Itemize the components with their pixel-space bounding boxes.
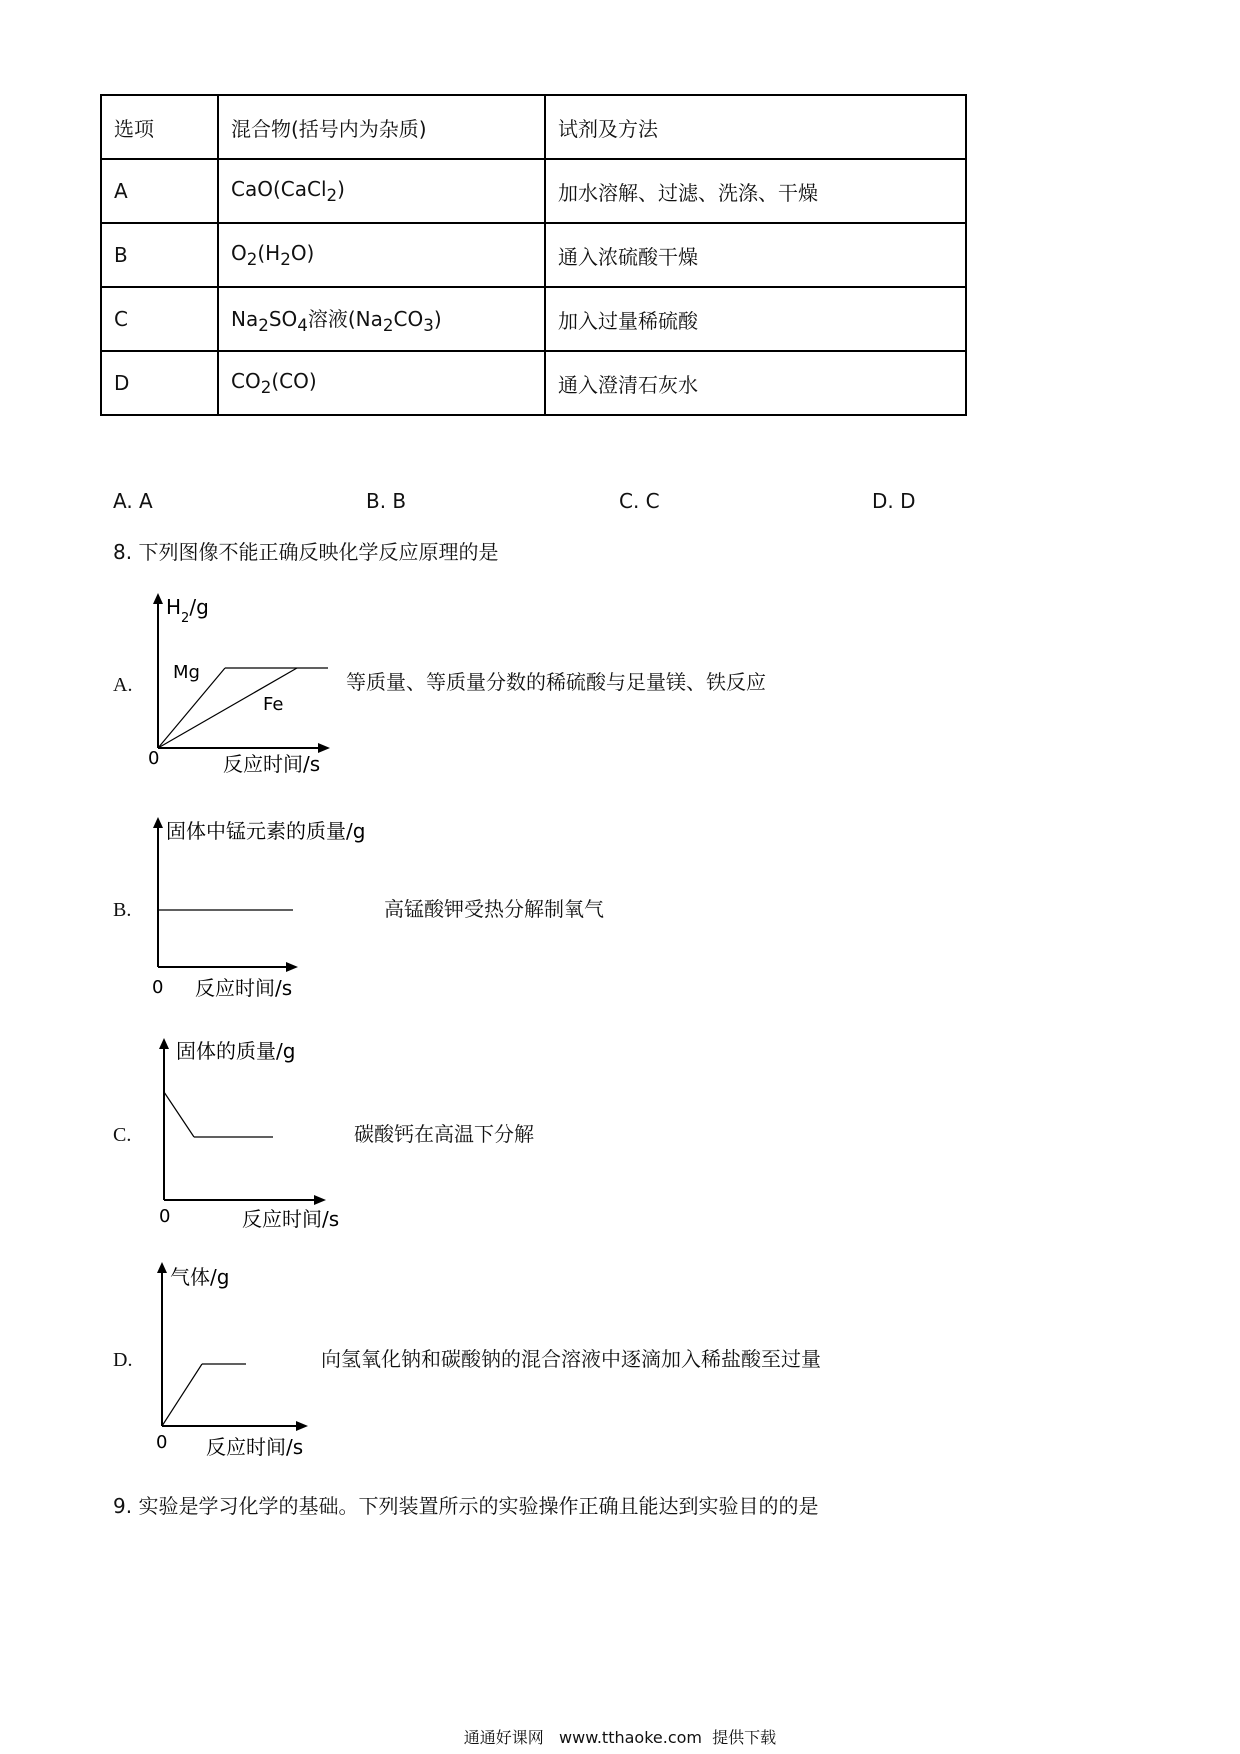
- y-axis-arrow: [157, 1262, 167, 1273]
- q8-option-c-graph: [140, 1032, 360, 1232]
- x-axis-arrow: [286, 962, 298, 972]
- origin-label: 0: [148, 748, 160, 769]
- y-axis-label: 气体/g: [170, 1265, 230, 1289]
- q9-question: 9. 实验是学习化学的基础。下列装置所示的实验操作正确且能达到实验目的的是: [113, 1494, 819, 1518]
- x-axis-label: 反应时间/s: [206, 1435, 304, 1456]
- q8-option-b-graph: [140, 812, 400, 1012]
- row-option: B: [101, 223, 218, 287]
- y-axis-arrow: [153, 593, 163, 604]
- q8-option-a-desc: 等质量、等质量分数的稀硫酸与足量镁、铁反应: [346, 670, 766, 694]
- row-option: C: [101, 287, 218, 351]
- row-mixture: $O_2(H_2O)$: [218, 223, 545, 287]
- choice-b: B. B: [366, 489, 407, 513]
- q7-table: [100, 94, 967, 416]
- origin-label: 0: [159, 1206, 171, 1227]
- y-axis-label: $H_2/g$: [166, 595, 209, 626]
- q8-option-a-graph: [140, 590, 340, 790]
- y-axis-arrow: [153, 817, 163, 828]
- table-header-row: [101, 95, 966, 159]
- q8-option-a-label: A.: [113, 674, 133, 696]
- row-method: 加水溶解、过滤、洗涤、干燥: [545, 159, 966, 223]
- choice-a: A. A: [113, 489, 153, 513]
- q8-option-c-label: C.: [113, 1124, 132, 1146]
- row-option: D: [101, 351, 218, 415]
- origin-label: 0: [152, 977, 164, 998]
- choice-c: C. C: [619, 489, 660, 513]
- table-row: [101, 287, 966, 351]
- q8-option-d-label: D.: [113, 1349, 133, 1371]
- row-method: 加入过量稀硫酸: [545, 287, 966, 351]
- q8-option-c-desc: 碳酸钙在高温下分解: [354, 1122, 534, 1146]
- row-mixture: CaO(CaCl$_2$): [218, 159, 545, 223]
- row-mixture: $Na_2SO_4$溶液$(Na_2CO_3)$: [218, 287, 545, 351]
- row-method: 通入澄清石灰水: [545, 351, 966, 415]
- header-mixture: 混合物(括号内为杂质): [218, 95, 545, 159]
- decrease-line: [164, 1092, 194, 1137]
- q8-option-d-desc: 向氢氧化钠和碳酸钠的混合溶液中逐滴加入稀盐酸至过量: [321, 1347, 821, 1371]
- x-axis-label: 反应时间/s: [195, 976, 293, 1000]
- rise-line: [162, 1364, 202, 1426]
- row-option: A: [101, 159, 218, 223]
- header-method: 试剂及方法: [545, 95, 966, 159]
- q8-option-b-label: B.: [113, 899, 132, 921]
- q8-option-b-desc: 高锰酸钾受热分解制氧气: [384, 897, 604, 921]
- x-axis-label: 反应时间/s: [242, 1207, 340, 1231]
- q8-option-d-graph: [140, 1256, 340, 1456]
- x-axis-label: 反应时间/s: [223, 752, 321, 776]
- page-footer: 通通好课网 www.tthaoke.com 提供下载: [463, 1728, 777, 1747]
- x-axis-arrow: [314, 1195, 326, 1205]
- header-option: 选项: [101, 95, 218, 159]
- y-axis-arrow: [159, 1038, 169, 1049]
- row-method: 通入浓硫酸干燥: [545, 223, 966, 287]
- y-axis-label: 固体中锰元素的质量/g: [166, 819, 366, 843]
- series-label-fe: Fe: [263, 694, 284, 715]
- series-label-mg: Mg: [173, 662, 200, 683]
- table-row: [101, 223, 966, 287]
- choice-d: D. D: [872, 489, 916, 513]
- x-axis-arrow: [296, 1421, 308, 1431]
- origin-label: 0: [156, 1432, 168, 1453]
- q8-question: 8. 下列图像不能正确反映化学反应原理的是: [113, 540, 499, 564]
- row-mixture: $CO_2(CO)$: [218, 351, 545, 415]
- table-row: [101, 351, 966, 415]
- y-axis-label: 固体的质量/g: [176, 1039, 296, 1063]
- table-row: [101, 159, 966, 223]
